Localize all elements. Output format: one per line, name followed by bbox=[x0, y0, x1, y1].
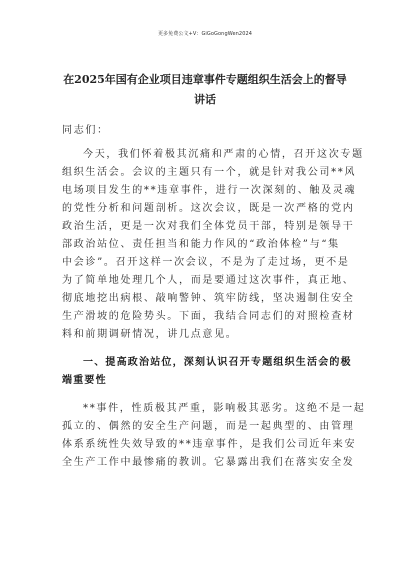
paragraph-line: **事件，性质极其严重，影响极其恶劣。这绝不是一起 bbox=[83, 403, 366, 414]
paragraph-line: 中会诊”。召开这样一次会议，不是为了走过场，更不是 bbox=[62, 257, 350, 268]
paragraph-line: 部政治站位、责任担当和能力作风的“政治体检”与“集 bbox=[62, 239, 340, 250]
paragraph-line: 今天，我们怀着极其沉痛和严肃的心情，召开这次专题 bbox=[83, 149, 364, 160]
paragraph-line: 为了简单地处理几个人，而是要通过这次事件，真正地、 bbox=[62, 275, 355, 286]
paragraph-line: 电场项目发生的**违章事件，进行一次深刻的、触及灵魂 bbox=[62, 185, 357, 196]
paragraph-line: 政治生活，更是一次对我们全体党员干部，特别是领导干 bbox=[62, 221, 355, 232]
paragraph-line: 生产滑坡的危险势头。下面，我结合同志们的对照检查材 bbox=[62, 311, 355, 322]
section-heading-line-1: 一、提高政治站位，深刻认识召开专题组织生活会的极 bbox=[83, 357, 352, 368]
section-heading-line-2: 端重要性 bbox=[62, 375, 107, 386]
paragraph-line: 的党性分析和问题剖析。这次会议，既是一次严格的党内 bbox=[62, 203, 355, 214]
paragraph-line: 全生产工作中最惨痛的教训。它暴露出我们在落实安全发 bbox=[62, 457, 355, 468]
paragraph-line: 彻底地挖出病根、敲响警钟、筑牢防线，坚决遏制住安全 bbox=[62, 293, 355, 304]
document-title-line-2: 讲话 bbox=[194, 93, 216, 106]
document-title-line-1: 在2025年国有企业项目违章事件专题组织生活会上的督导 bbox=[63, 73, 347, 86]
paragraph-line: 孤立的、偶然的安全生产问题，而是一起典型的、由管理 bbox=[62, 421, 355, 432]
paragraph-line: 体系系统性失效导致的**违章事件，是我们公司近年来安 bbox=[62, 439, 357, 450]
paragraph-line: 组织生活会。会议的主题只有一个，就是针对我公司**风 bbox=[62, 167, 357, 178]
salutation: 同志们： bbox=[62, 125, 109, 136]
watermark-text: 更多免费公文+V：GiGoGongWen2024 bbox=[157, 31, 253, 37]
paragraph-line: 料和前期调研情况，讲几点意见。 bbox=[62, 329, 238, 340]
